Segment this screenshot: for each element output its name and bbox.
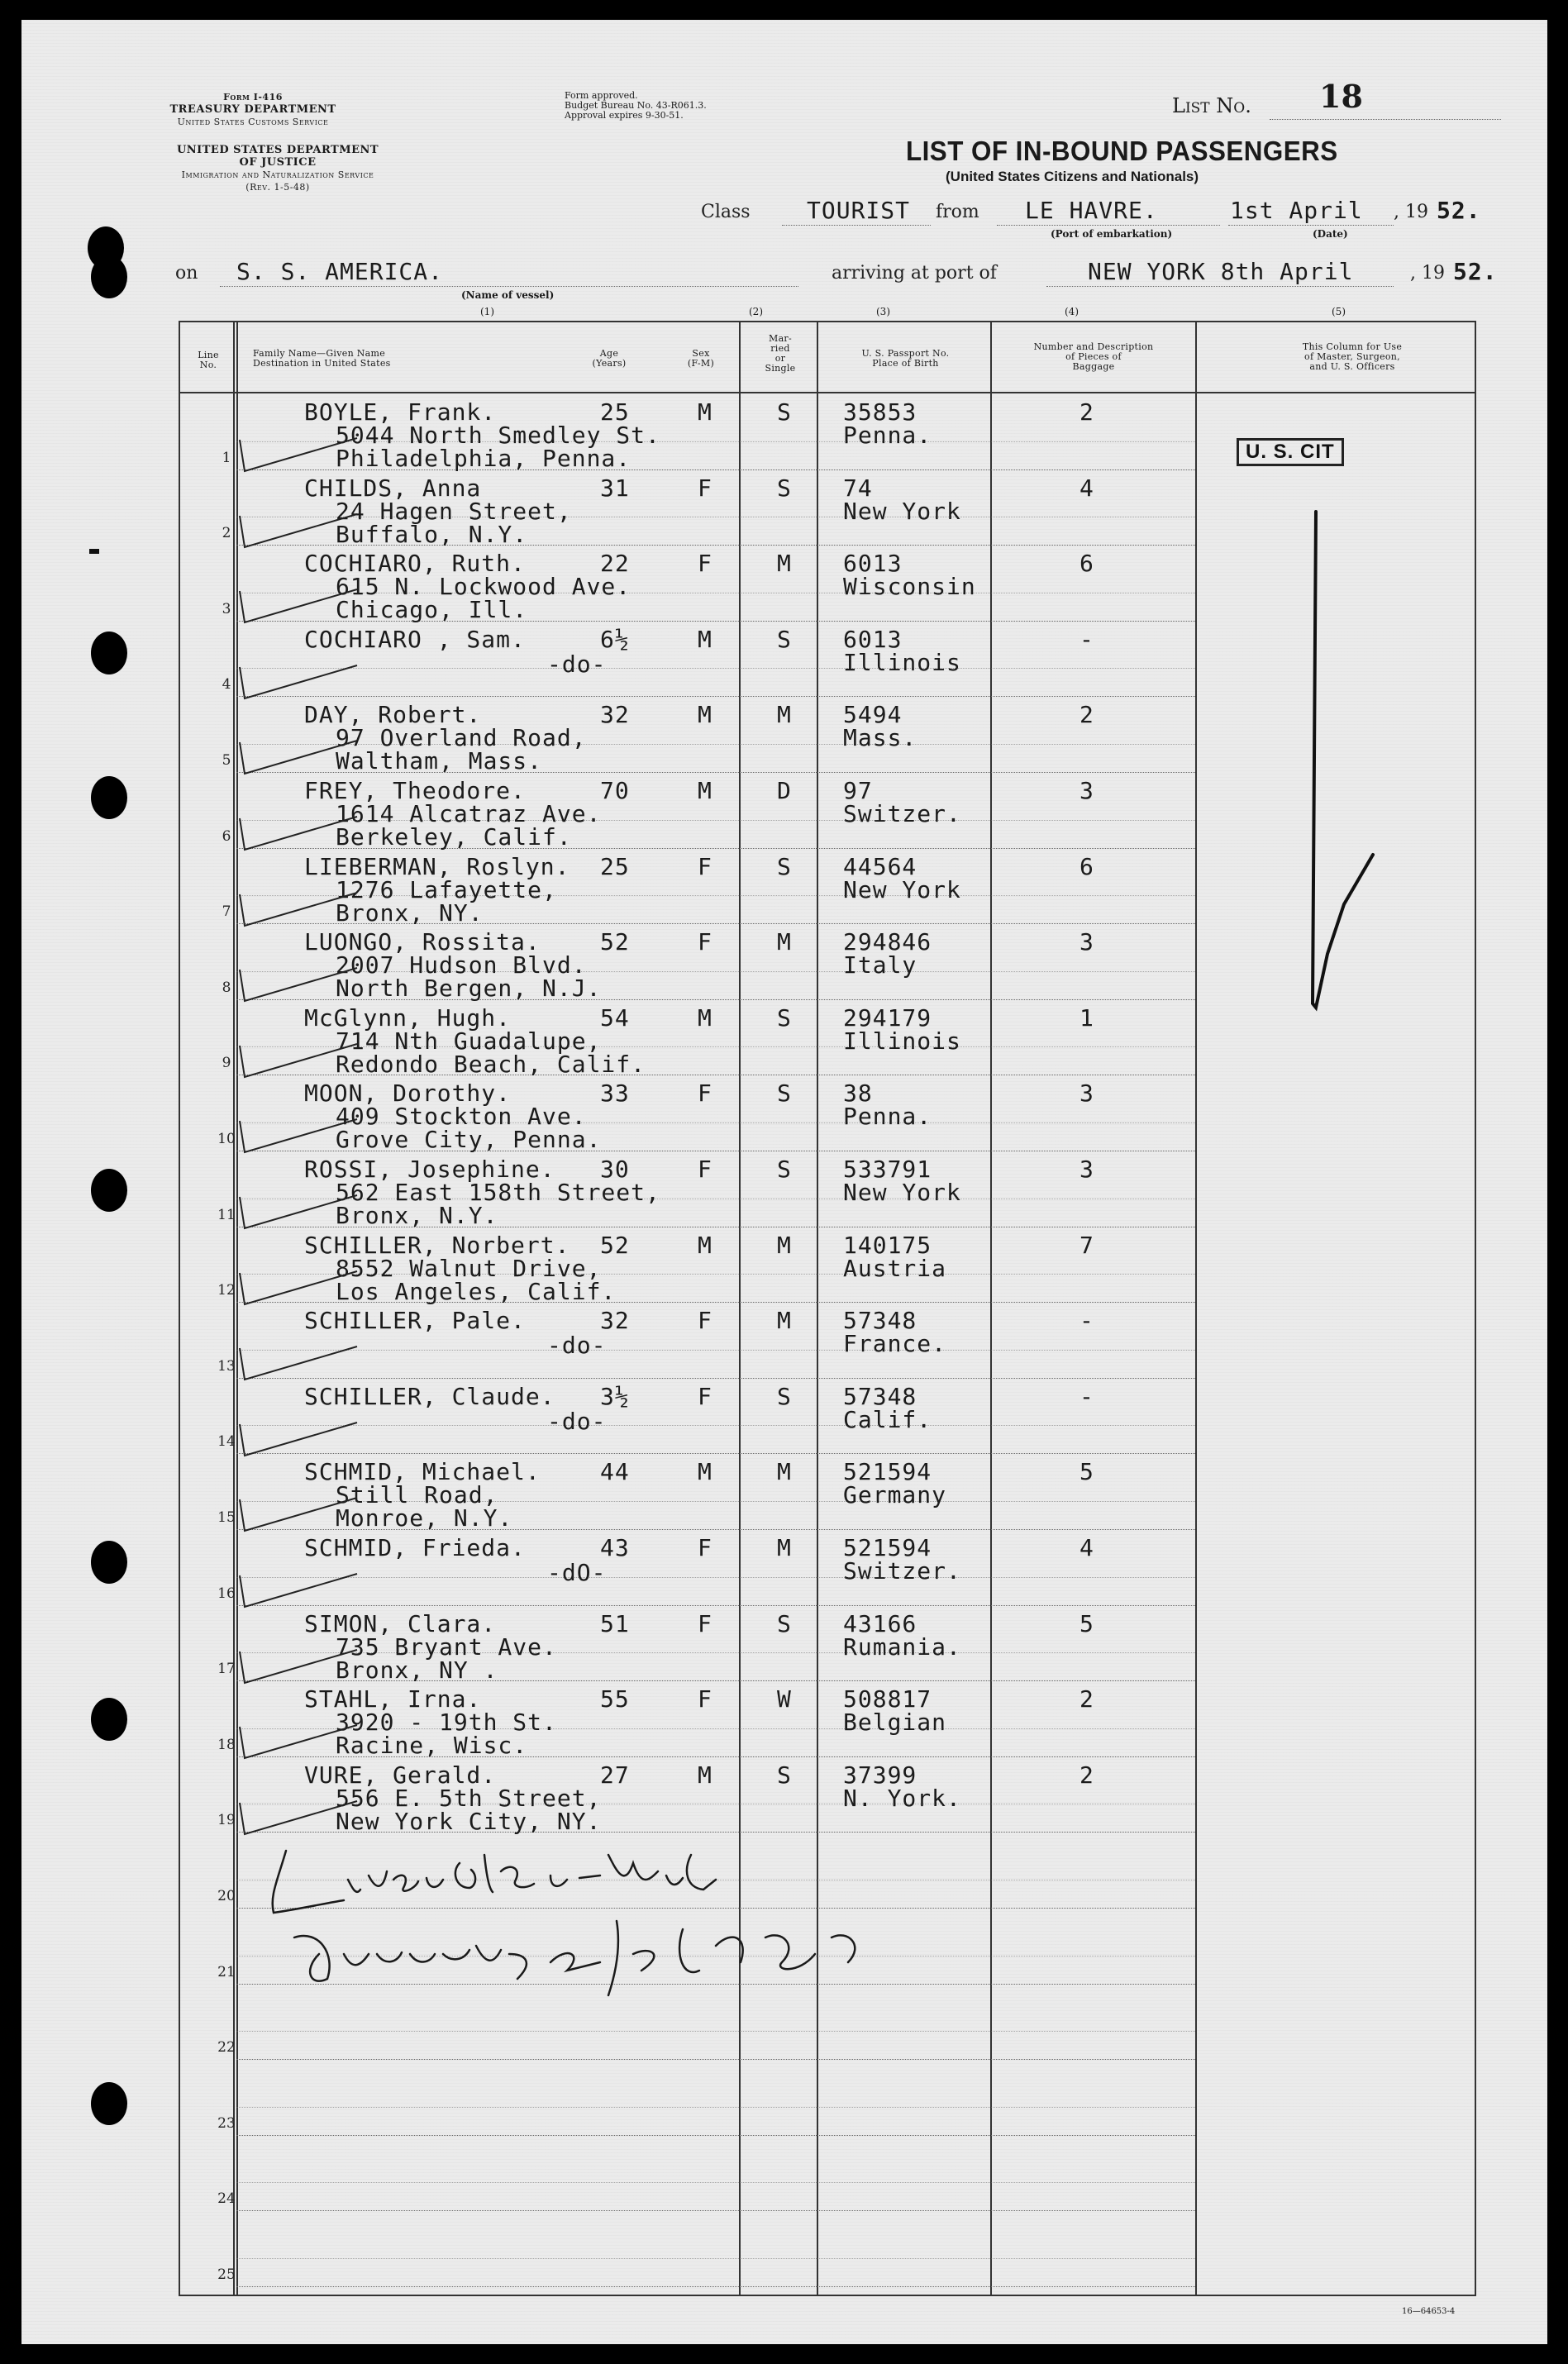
line-number: 2	[222, 525, 231, 542]
passenger-name: CHILDS, Anna	[304, 474, 482, 502]
passenger-marital-status: S	[777, 1382, 792, 1410]
passenger-marital-status: S	[777, 1761, 792, 1789]
date-line	[1228, 225, 1394, 226]
passenger-sex: M	[698, 625, 713, 653]
passenger-name: ROSSI, Josephine.	[304, 1156, 555, 1183]
passenger-marital-status: M	[777, 928, 792, 956]
passenger-address-1: 409 Stockton Ave.	[336, 1103, 587, 1131]
punch-hole	[91, 1169, 127, 1212]
embark-port-value: LE HAVRE.	[1025, 197, 1158, 224]
handwritten-annotation	[253, 1830, 997, 2037]
passenger-address-2: North Bergen, N.J.	[336, 975, 602, 1003]
passport-number: 44564	[843, 852, 917, 880]
row-rule	[236, 668, 1195, 669]
row-rule	[236, 1453, 1195, 1454]
passenger-address-2: Redondo Beach, Calif.	[336, 1050, 646, 1078]
passenger-name: SCHILLER, Claude.	[304, 1382, 555, 1410]
customs-service: United States Customs Service	[177, 117, 329, 127]
row-rule	[236, 2135, 1195, 2136]
row-rule	[236, 1350, 1195, 1351]
passenger-sex: M	[698, 398, 713, 426]
passport-number: 521594	[843, 1458, 932, 1486]
passenger-name: STAHL, Irna.	[304, 1685, 482, 1713]
baggage-count: 3	[1079, 928, 1094, 956]
passenger-sex: F	[698, 1609, 713, 1637]
line-number: 15	[217, 1509, 236, 1526]
passenger-sex: M	[698, 777, 713, 804]
passenger-sex: F	[698, 1382, 713, 1410]
manifest-title: LIST OF IN-BOUND PASSENGERS	[906, 136, 1338, 166]
arrival-value: NEW YORK 8th April	[1088, 258, 1354, 285]
passenger-marital-status: S	[777, 1156, 792, 1183]
form-number: Form I-416	[223, 92, 283, 102]
punch-hole	[91, 255, 127, 298]
approval-expires: Approval expires 9-30-51.	[565, 110, 684, 121]
baggage-count: 2	[1079, 1685, 1094, 1713]
passenger-address-1: -do-	[547, 1407, 607, 1435]
arrival-line	[1046, 286, 1394, 287]
row-rule	[236, 1425, 1195, 1426]
on-label: on	[175, 263, 198, 284]
passport-number: 97	[843, 777, 873, 804]
col-number-4: (4)	[1065, 306, 1079, 317]
baggage-count: -	[1079, 1382, 1094, 1410]
line-number: 5	[222, 752, 231, 769]
passenger-name: SCHILLER, Norbert.	[304, 1231, 570, 1259]
passenger-sex: F	[698, 1080, 713, 1108]
treasury-dept: TREASURY DEPARTMENT	[169, 103, 336, 116]
passenger-address-1: 1614 Alcatraz Ave.	[336, 800, 602, 827]
passenger-name: COCHIARO, Ruth.	[304, 550, 526, 578]
passport-number: 6013	[843, 550, 903, 578]
baggage-count: 7	[1079, 1231, 1094, 1259]
baggage-count: 3	[1079, 1156, 1094, 1183]
place-of-birth: N. York.	[843, 1784, 961, 1812]
passenger-address-1: 2007 Hudson Blvd.	[336, 951, 587, 979]
vessel-value: S. S. AMERICA.	[236, 258, 444, 285]
col-divider	[1195, 321, 1197, 2296]
form-approved: Form approved.	[565, 90, 638, 101]
line-number: 13	[217, 1357, 236, 1375]
passport-number: 508817	[843, 1685, 932, 1713]
passenger-age: 32	[600, 1307, 630, 1335]
row-rule	[236, 1605, 1195, 1606]
passenger-address-1: 24 Hagen Street,	[336, 497, 572, 525]
list-no-label: List No.	[1172, 94, 1251, 117]
passenger-name: SIMON, Clara.	[304, 1609, 497, 1637]
passenger-sex: F	[698, 1534, 713, 1561]
line-number: 7	[222, 903, 231, 921]
line-number: 3	[222, 600, 231, 617]
justice-dept: UNITED STATES DEPARTMENT OF JUSTICE	[176, 144, 379, 169]
line-number: 25	[217, 2266, 236, 2283]
passenger-age: 25	[600, 852, 630, 880]
justice-block	[170, 144, 385, 193]
form-dept-block	[145, 91, 360, 128]
punch-mark	[89, 549, 99, 554]
line-number: 9	[222, 1055, 231, 1072]
passenger-marital-status: M	[777, 1231, 792, 1259]
passenger-name: SCHILLER, Pale.	[304, 1307, 526, 1335]
line-number: 8	[222, 979, 231, 996]
col-number-3: (3)	[876, 306, 890, 317]
passport-number: 57348	[843, 1382, 917, 1410]
passenger-address-1: 97 Overland Road,	[336, 724, 587, 752]
place-of-birth: New York	[843, 1179, 961, 1206]
place-of-birth: Mass.	[843, 724, 917, 752]
passenger-sex: M	[698, 1761, 713, 1789]
passenger-marital-status: W	[777, 1685, 792, 1713]
passenger-marital-status: S	[777, 474, 792, 502]
passenger-address-1: 615 N. Lockwood Ave.	[336, 573, 631, 601]
passport-number: 533791	[843, 1156, 932, 1183]
class-label: Class	[701, 202, 751, 222]
baggage-count: 5	[1079, 1458, 1094, 1486]
baggage-count: 3	[1079, 777, 1094, 804]
header-name: Family Name—Given Name Destination in United States	[253, 348, 391, 369]
passport-number: 6013	[843, 625, 903, 653]
punch-hole	[91, 776, 127, 819]
check-tick	[233, 810, 365, 860]
line-number: 4	[222, 676, 231, 693]
bottom-code: 16—64653-4	[1402, 2307, 1456, 2316]
vessel-line	[220, 286, 798, 287]
passenger-age: 30	[600, 1156, 630, 1183]
place-of-birth: Penna.	[843, 422, 932, 449]
arriving-label: arriving at port of	[832, 263, 997, 284]
row-rule	[236, 2107, 1195, 2108]
passenger-age: 44	[600, 1458, 630, 1486]
passenger-sex: F	[698, 1156, 713, 1183]
place-of-birth: Penna.	[843, 1103, 932, 1131]
passenger-age: 51	[600, 1609, 630, 1637]
header-divider	[179, 392, 1476, 393]
baggage-count: 2	[1079, 1761, 1094, 1789]
place-of-birth: Switzer.	[843, 800, 961, 827]
list-no-line	[1270, 119, 1501, 120]
vessel-caption: (Name of vessel)	[461, 289, 555, 301]
date-caption: (Date)	[1313, 228, 1348, 240]
passenger-age: 70	[600, 777, 630, 804]
passenger-name: VURE, Gerald.	[304, 1761, 497, 1789]
class-value: TOURIST	[807, 197, 911, 224]
row-rule	[236, 696, 1195, 697]
passenger-name: LUONGO, Rossita.	[304, 928, 541, 956]
passport-number: 140175	[843, 1231, 932, 1259]
line-number: 21	[217, 1963, 236, 1980]
place-of-birth: Belgian	[843, 1709, 947, 1737]
passenger-age: 52	[600, 1231, 630, 1259]
line-number: 17	[217, 1661, 236, 1678]
line-number: 6	[222, 827, 231, 845]
place-of-birth: Switzer.	[843, 1557, 961, 1585]
passenger-name: BOYLE, Frank.	[304, 398, 497, 426]
passenger-name: FREY, Theodore.	[304, 777, 526, 804]
place-of-birth: Calif.	[843, 1405, 932, 1433]
passenger-sex: M	[698, 1003, 713, 1032]
year-value-2: 52.	[1453, 258, 1498, 285]
passport-number: 294846	[843, 928, 932, 956]
passenger-marital-status: M	[777, 1534, 792, 1561]
header-age: Age (Years)	[592, 348, 627, 369]
passenger-age: 43	[600, 1534, 630, 1561]
passport-number: 521594	[843, 1534, 932, 1561]
row-rule	[236, 2286, 1195, 2287]
place-of-birth: Italy	[843, 951, 917, 979]
baggage-count: 6	[1079, 852, 1094, 880]
row-rule	[236, 2059, 1195, 2060]
place-of-birth: Wisconsin	[843, 573, 976, 601]
line-number: 19	[217, 1812, 236, 1829]
place-of-birth: Austria	[843, 1254, 947, 1282]
passenger-age: 31	[600, 474, 630, 502]
punch-hole	[91, 632, 127, 674]
passenger-marital-status: M	[777, 701, 792, 729]
check-tick	[233, 1567, 365, 1617]
passenger-address-2: New York City, NY.	[336, 1807, 602, 1835]
baggage-count: 2	[1079, 398, 1094, 426]
passenger-address-1: -do-	[547, 650, 607, 678]
row-rule	[236, 2258, 1195, 2259]
line-number: 12	[217, 1282, 236, 1299]
passenger-age: 6½	[600, 625, 630, 653]
check-tick	[233, 1189, 365, 1238]
passenger-address-2: Bronx, NY.	[336, 898, 484, 927]
passport-number: 37399	[843, 1761, 917, 1789]
line-number: 14	[217, 1433, 236, 1451]
passenger-address-1: 562 East 158th Street,	[336, 1179, 660, 1206]
passenger-address-2: Racine, Wisc.	[336, 1732, 528, 1760]
punch-hole	[91, 1698, 127, 1741]
row-rule	[236, 2210, 1195, 2211]
check-tick	[233, 431, 365, 481]
passenger-marital-status: S	[777, 852, 792, 880]
passenger-address-2: Berkeley, Calif.	[336, 823, 572, 851]
passenger-age: 54	[600, 1003, 630, 1032]
place-of-birth: Illinois	[843, 648, 961, 676]
line-number: 1	[222, 449, 231, 466]
passenger-manifest-page	[21, 20, 1547, 2344]
line-number: 10	[217, 1131, 236, 1147]
line-number: 22	[217, 2039, 236, 2057]
class-line	[782, 225, 931, 226]
passenger-name: LIEBERMAN, Roslyn.	[304, 852, 570, 880]
baggage-count: 1	[1079, 1003, 1094, 1032]
col-number-5: (5)	[1332, 306, 1346, 317]
passenger-address-2: Waltham, Mass.	[336, 747, 543, 775]
baggage-count: 4	[1079, 474, 1094, 502]
passenger-name: McGlynn, Hugh.	[304, 1003, 512, 1032]
row-rule	[236, 1378, 1195, 1379]
us-citizen-stamp: U. S. CIT	[1237, 438, 1344, 466]
form-revision: (Rev. 1-5-48)	[245, 182, 310, 193]
passenger-sex: F	[698, 852, 713, 880]
passenger-marital-status: S	[777, 625, 792, 653]
line-number: 11	[217, 1206, 236, 1223]
passenger-address-2: Grove City, Penna.	[336, 1126, 602, 1154]
officer-check-mark	[1261, 491, 1410, 1028]
passenger-address-1: 714 Nth Guadalupe,	[336, 1027, 602, 1055]
year-value-1: 52.	[1437, 197, 1481, 224]
passenger-address-1: 3920 - 19th St.	[336, 1709, 557, 1737]
place-of-birth: Illinois	[843, 1027, 961, 1055]
passenger-address-1: -dO-	[547, 1559, 607, 1586]
passenger-sex: F	[698, 1307, 713, 1335]
passenger-name: SCHMID, Frieda.	[304, 1534, 526, 1561]
header-sex: Sex (F-M)	[687, 348, 715, 369]
manifest-subtitle: (United States Citizens and Nationals)	[946, 169, 1199, 184]
place-of-birth: France.	[843, 1330, 947, 1358]
passenger-age: 27	[600, 1761, 630, 1789]
passenger-age: 55	[600, 1685, 630, 1713]
passport-number: 294179	[843, 1003, 932, 1032]
header-baggage: Number and Description of Pieces of Baggage	[1033, 341, 1154, 372]
year-prefix-2: , 19	[1410, 263, 1445, 284]
passenger-age: 32	[600, 701, 630, 729]
place-of-birth: Germany	[843, 1481, 947, 1509]
passport-number: 35853	[843, 398, 917, 426]
passenger-sex: F	[698, 928, 713, 956]
ins-service: Immigration and Naturalization Service	[181, 169, 374, 180]
passenger-address-2: Bronx, N.Y.	[336, 1202, 498, 1229]
passport-number: 74	[843, 474, 873, 502]
from-line	[997, 225, 1220, 226]
passenger-age: 52	[600, 928, 630, 956]
passenger-sex: M	[698, 1458, 713, 1486]
line-number: 20	[217, 1888, 236, 1904]
passport-number: 57348	[843, 1307, 917, 1335]
header-passport: U. S. Passport No. Place of Birth	[861, 348, 950, 369]
line-number: 16	[217, 1585, 236, 1602]
passenger-address-1: 8552 Walnut Drive,	[336, 1254, 602, 1282]
place-of-birth: Rumania.	[843, 1632, 961, 1661]
embark-date-value: 1st April	[1230, 197, 1363, 224]
from-label: from	[936, 202, 979, 222]
year-prefix-1: , 19	[1394, 202, 1428, 222]
passport-number: 38	[843, 1080, 873, 1108]
punch-hole	[91, 2082, 127, 2125]
passenger-name: MOON, Dorothy.	[304, 1080, 512, 1108]
line-number: 23	[217, 2114, 236, 2132]
passenger-marital-status: S	[777, 1609, 792, 1637]
header-married: Mar- ried or Single	[765, 333, 796, 374]
passport-number: 5494	[843, 701, 903, 729]
place-of-birth: New York	[843, 875, 961, 903]
passenger-address-1: -do-	[547, 1332, 607, 1360]
list-no-value: 18	[1319, 78, 1363, 115]
baggage-count: -	[1079, 625, 1094, 653]
passenger-age: 22	[600, 550, 630, 578]
baggage-count: 2	[1079, 701, 1094, 729]
passenger-marital-status: M	[777, 1307, 792, 1335]
passenger-marital-status: D	[777, 777, 792, 804]
passenger-address-1: 556 E. 5th Street,	[336, 1784, 602, 1812]
header-officers: This Column for Use of Master, Surgeon, and U. S. Officers	[1302, 341, 1403, 372]
baggage-count: -	[1079, 1307, 1094, 1335]
header-line-no: Line No.	[198, 350, 219, 370]
place-of-birth: New York	[843, 497, 961, 525]
passenger-name: COCHIARO , Sam.	[304, 625, 526, 653]
passenger-sex: M	[698, 701, 713, 729]
passenger-age: 25	[600, 398, 630, 426]
passenger-address-2: Chicago, Ill.	[336, 596, 528, 624]
passenger-marital-status: M	[777, 550, 792, 578]
passenger-sex: F	[698, 474, 713, 502]
passenger-name: SCHMID, Michael.	[304, 1458, 541, 1486]
baggage-count: 4	[1079, 1534, 1094, 1561]
passport-number: 43166	[843, 1609, 917, 1637]
passenger-address-1: 1276 Lafayette,	[336, 875, 557, 903]
passenger-sex: F	[698, 1685, 713, 1713]
baggage-count: 5	[1079, 1609, 1094, 1637]
passenger-age: 33	[600, 1080, 630, 1108]
passenger-name: DAY, Robert.	[304, 701, 482, 729]
line-number: 18	[217, 1736, 236, 1753]
passenger-marital-status: M	[777, 1458, 792, 1486]
passenger-marital-status: S	[777, 1003, 792, 1032]
passenger-marital-status: S	[777, 1080, 792, 1108]
passenger-age: 3½	[600, 1382, 630, 1410]
passenger-address-2: Philadelphia, Penna.	[336, 445, 631, 472]
col-number-2: (2)	[749, 306, 763, 317]
port-caption: (Port of embarkation)	[1051, 228, 1173, 240]
approval-block	[565, 91, 763, 121]
baggage-count: 3	[1079, 1080, 1094, 1108]
baggage-count: 6	[1079, 550, 1094, 578]
col-number-1: (1)	[480, 306, 494, 317]
passenger-address-1: Still Road,	[336, 1481, 498, 1509]
passenger-sex: F	[698, 550, 713, 578]
budget-bureau: Budget Bureau No. 43-R061.3.	[565, 100, 707, 111]
row-rule	[236, 1577, 1195, 1578]
passenger-address-1: 5044 North Smedley St.	[336, 422, 660, 449]
passenger-address-2: Buffalo, N.Y.	[336, 520, 528, 548]
passenger-address-2: Monroe, N.Y.	[336, 1504, 513, 1532]
passenger-address-1: 735 Bryant Ave.	[336, 1632, 557, 1661]
passenger-address-2: Los Angeles, Calif.	[336, 1277, 617, 1305]
passenger-address-2: Bronx, NY .	[336, 1656, 498, 1684]
line-number: 24	[217, 2190, 236, 2208]
passenger-marital-status: S	[777, 398, 792, 426]
passenger-sex: M	[698, 1231, 713, 1259]
punch-hole	[91, 1541, 127, 1584]
row-rule	[236, 2182, 1195, 2183]
